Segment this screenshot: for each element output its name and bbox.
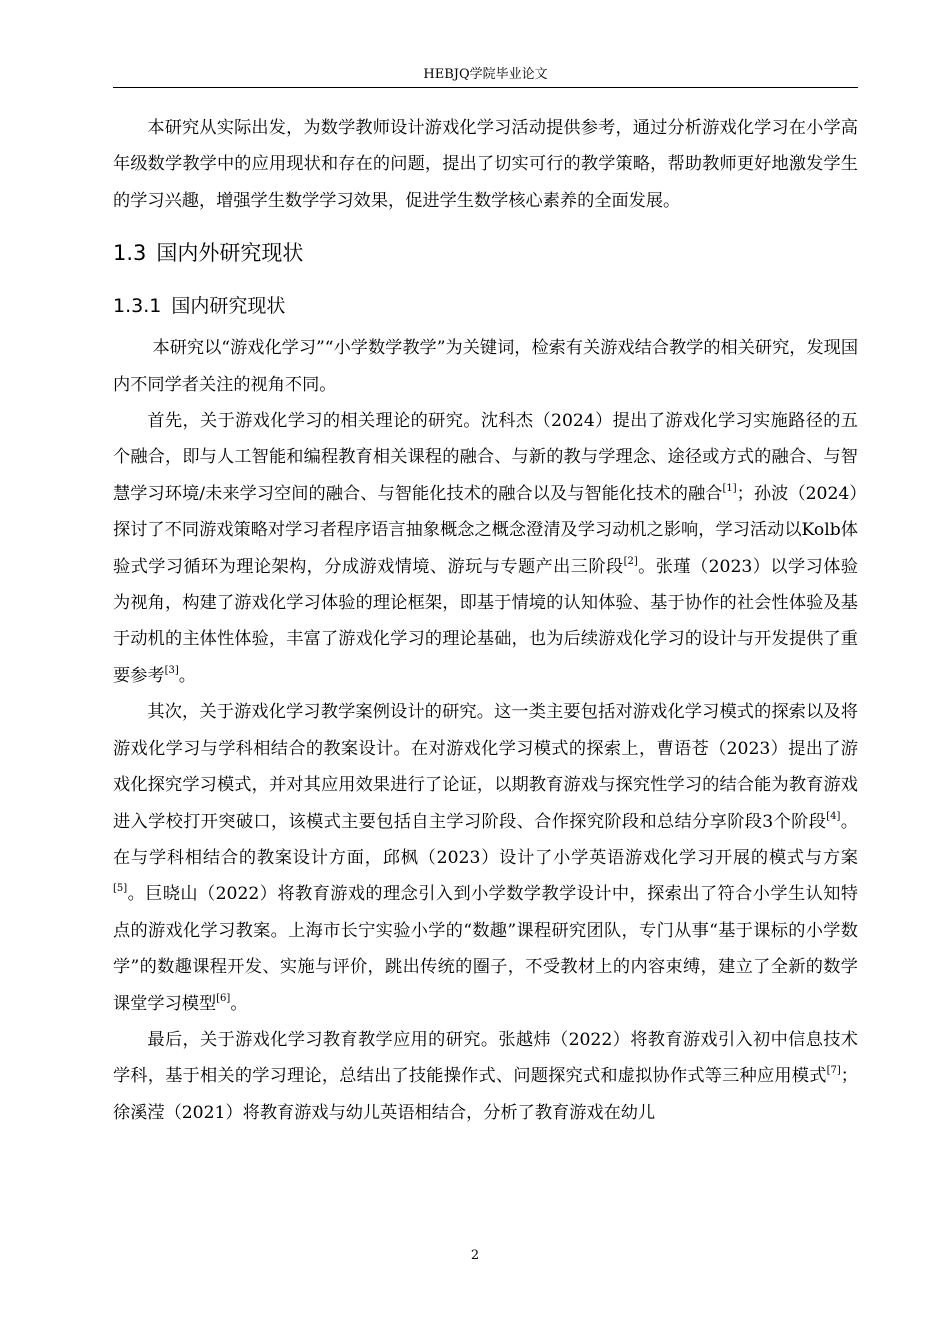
header-divider — [113, 87, 858, 88]
running-header: HEBJQ学院毕业论文 — [423, 67, 548, 82]
text-run: 其次，关于游戏化学习教学案例设计的研究。这一类主要包括对游戏化学习模式的探索以及将游戏化学习与学科相结合的教案设计。在对游戏化学习模式的探索上，曹语苍（2023）提出了游戏化探究学习模式，并对其应用效果进行了论证，以期教育游戏与探究性学习的结合能为教育游戏进入学校打开突破口，该模式主要包括自主学习阶段、合作探究阶段和总结分享阶段3个阶段 — [113, 702, 858, 832]
citation-7: [7] — [826, 1065, 841, 1077]
text-run: ；徐溪滢（2021）将教育游戏与幼儿英语相结合，分析了教育游戏在幼儿 — [113, 1066, 858, 1123]
section-title: 国内外研究现状 — [156, 241, 304, 266]
subsection-number: 1.3.1 — [113, 295, 162, 318]
paragraph-theory — [113, 403, 858, 694]
text-run: 首先，关于游戏化学习的相关理论的研究。沈科杰（2024）提出了游戏化学习实施路径的五个融合，即与人工智能和编程教育相关课程的融合、与新的教与学理念、途径或方式的融合、与智慧学习环境/未来学习空间的融合、与智能化技术的融合以及与智能化技术的融合 — [113, 411, 858, 504]
citation-5: [5] — [113, 883, 128, 895]
subsection-title: 国内研究现状 — [171, 295, 286, 318]
text-run: ；孙波（2024）探讨了不同游戏策略对学习者程序语言抽象概念之概念澄清及学习动机之影响，学习活动以Kolb体验式学习循环为理论架构，分成游戏情境、游玩与专题产出三阶段 — [113, 483, 858, 577]
citation-2: [2] — [623, 555, 638, 567]
text-run: 最后，关于游戏化学习教育教学应用的研究。张越炜（2022）将教育游戏引入初中信息技术学科，基于相关的学习理论，总结出了技能操作式、问题探究式和虚拟协作式等三种应用模式 — [113, 1029, 858, 1087]
subsection-heading-1-3-1 — [113, 288, 858, 324]
section-number: 1.3 — [113, 241, 147, 266]
text-run: 。 — [178, 665, 196, 686]
text-run: 。张瑾（2023）以学习体验为视角，构建了游戏化学习体验的理论框架，即基于情境的认知体验、基于协作的社会性体验及基于动机的主体性体验，丰富了游戏化学习的理论基础，也为后续游戏化学习的设计与开发提供了重要参考 — [113, 556, 858, 686]
citation-4: [4] — [826, 810, 841, 822]
paragraph-keywords: 本研究以“游戏化学习”“小学数学教学”为关键词，检索有关游戏结合教学的相关研究，发现国内不同学者关注的视角不同。 — [113, 338, 859, 395]
body-text — [113, 110, 858, 1131]
citation-3: [3] — [164, 664, 179, 676]
citation-6: [6] — [216, 992, 231, 1004]
intro-paragraph: 本研究从实际出发，为数学教师设计游戏化学习活动提供参考，通过分析游戏化学习在小学高年级数学教学中的应用现状和存在的问题，提出了切实可行的教学策略，帮助教师更好地激发学生的学习兴趣，增强学生数学学习效果，促进学生数学核心素养的全面发展。 — [113, 118, 858, 211]
text-run: 。 — [230, 993, 248, 1014]
section-heading-1-3 — [113, 233, 858, 273]
text-run: 。巨晓山（2022）将教育游戏的理念引入到小学数学教学设计中，探索出了符合小学生认知特点的游戏化学习教案。上海市长宁实验小学的“数趣”课程研究团队，专门从事“基于课标的小学数学”的数趣课程开发、实施与评价，跳出传统的圈子，不受教材上的内容束缚，建立了全新的数学课堂学习模型 — [113, 884, 858, 1014]
paragraph-case-design — [113, 694, 858, 1022]
paragraph-application — [113, 1022, 858, 1131]
text-run: 。在与学科相结合的教案设计方面，邱枫（2023）设计了小学英语游戏化学习开展的模式与方案 — [113, 811, 858, 868]
page-number: 2 — [470, 1248, 480, 1263]
citation-1: [1] — [722, 482, 737, 494]
